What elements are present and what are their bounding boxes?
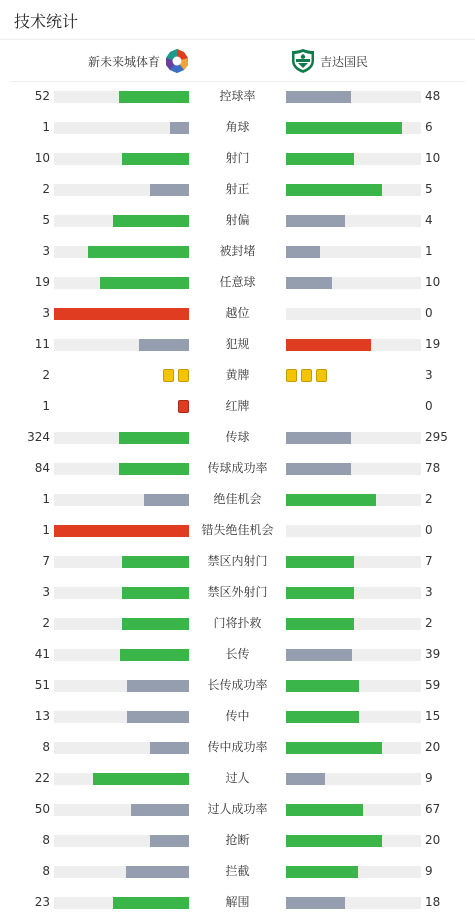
stat-label: 角球 — [225, 120, 250, 134]
away-bar-track — [286, 649, 421, 661]
away-value: 3 — [425, 585, 433, 599]
red-card-icon — [178, 400, 189, 413]
away-value: 59 — [425, 678, 441, 692]
stat-row — [0, 81, 475, 112]
home-value: 22 — [34, 771, 50, 785]
home-value: 11 — [34, 337, 50, 351]
home-bar-fill — [119, 432, 189, 444]
away-bar-track — [286, 773, 421, 785]
home-bar-track — [54, 525, 189, 537]
home-cards — [178, 400, 189, 413]
away-bar-track — [286, 711, 421, 723]
home-value: 3 — [42, 244, 50, 258]
away-bar-track — [286, 432, 421, 444]
away-value: 295 — [425, 430, 448, 444]
home-value: 19 — [34, 275, 50, 289]
stat-row — [0, 763, 475, 794]
away-bar-track — [286, 463, 421, 475]
home-bar-track — [54, 618, 189, 630]
stat-row — [0, 205, 475, 236]
away-value: 2 — [425, 616, 433, 630]
away-bar-fill — [286, 153, 354, 165]
away-value: 9 — [425, 864, 433, 878]
away-value: 0 — [425, 523, 433, 537]
away-value: 7 — [425, 554, 433, 568]
home-bar-track — [54, 246, 189, 258]
stat-row — [0, 825, 475, 856]
away-bar-track — [286, 680, 421, 692]
away-value: 0 — [425, 399, 433, 413]
home-value: 1 — [42, 492, 50, 506]
home-bar-track — [54, 804, 189, 816]
home-bar-track — [54, 587, 189, 599]
away-bar-track — [286, 246, 421, 258]
stat-label: 越位 — [225, 306, 250, 320]
away-bar-fill — [286, 277, 332, 289]
away-value: 67 — [425, 802, 441, 816]
stat-label: 拦截 — [225, 864, 250, 878]
yellow-card-icon — [163, 369, 174, 382]
stat-row — [0, 887, 475, 918]
away-bar-track — [286, 494, 421, 506]
stat-row — [0, 391, 475, 422]
page-title: 技术统计 — [14, 12, 79, 31]
stat-label: 传球成功率 — [207, 461, 268, 475]
stat-label: 黄牌 — [225, 368, 250, 382]
away-bar-fill — [286, 556, 354, 568]
home-cards — [163, 369, 189, 382]
away-bar-track — [286, 91, 421, 103]
away-value: 39 — [425, 647, 441, 661]
home-value: 2 — [42, 368, 50, 382]
home-bar-track — [54, 463, 189, 475]
home-bar-fill — [131, 804, 189, 816]
away-bar-fill — [286, 184, 382, 196]
stat-row — [0, 143, 475, 174]
away-team[interactable] — [290, 41, 368, 81]
home-bar-fill — [126, 866, 189, 878]
away-bar-fill — [286, 804, 363, 816]
away-value: 2 — [425, 492, 433, 506]
stat-label: 传球 — [225, 430, 250, 444]
home-bar-track — [54, 897, 189, 909]
home-value: 7 — [42, 554, 50, 568]
away-bar-track — [286, 339, 421, 351]
away-bar-fill — [286, 91, 351, 103]
header — [0, 0, 475, 40]
away-bar-fill — [286, 897, 345, 909]
stat-label: 解围 — [225, 895, 250, 909]
home-bar-track — [54, 432, 189, 444]
stat-label: 被封堵 — [219, 244, 256, 258]
home-team[interactable] — [88, 41, 190, 81]
home-value: 8 — [42, 833, 50, 847]
stat-row — [0, 546, 475, 577]
home-bar-fill — [127, 711, 189, 723]
stat-label: 射正 — [225, 182, 250, 196]
away-bar-fill — [286, 711, 359, 723]
away-bar-fill — [286, 866, 358, 878]
away-bar-fill — [286, 649, 352, 661]
away-value: 6 — [425, 120, 433, 134]
stat-label: 禁区外射门 — [207, 585, 268, 599]
home-bar-track — [54, 742, 189, 754]
home-bar-track — [54, 215, 189, 227]
home-bar-track — [54, 277, 189, 289]
stat-label: 长传 — [225, 647, 250, 661]
stat-row — [0, 329, 475, 360]
home-bar-track — [54, 866, 189, 878]
away-bar-track — [286, 184, 421, 196]
away-value: 10 — [425, 275, 441, 289]
away-team-logo-icon — [290, 48, 316, 74]
home-bar-track — [54, 556, 189, 568]
away-value: 4 — [425, 213, 433, 227]
home-bar-fill — [100, 277, 189, 289]
stat-row — [0, 422, 475, 453]
away-bar-track — [286, 122, 421, 134]
stat-row — [0, 267, 475, 298]
home-bar-fill — [122, 556, 190, 568]
home-bar-fill — [119, 91, 189, 103]
away-bar-fill — [286, 618, 354, 630]
home-bar-fill — [113, 897, 189, 909]
home-bar-track — [54, 339, 189, 351]
away-bar-fill — [286, 215, 345, 227]
stat-label: 过人成功率 — [207, 802, 268, 816]
away-value: 10 — [425, 151, 441, 165]
away-value: 0 — [425, 306, 433, 320]
away-bar-fill — [286, 339, 371, 351]
home-bar-fill — [139, 339, 189, 351]
away-bar-track — [286, 742, 421, 754]
home-bar-fill — [122, 587, 190, 599]
away-bar-track — [286, 835, 421, 847]
home-value: 50 — [34, 802, 50, 816]
away-value: 18 — [425, 895, 441, 909]
away-team-name: 吉达国民 — [320, 54, 369, 69]
home-value: 84 — [34, 461, 50, 475]
home-value: 324 — [27, 430, 50, 444]
stat-label: 长传成功率 — [207, 678, 268, 692]
stat-label: 门将扑救 — [213, 616, 262, 630]
home-value: 8 — [42, 864, 50, 878]
away-bar-track — [286, 525, 421, 537]
home-value: 5 — [42, 213, 50, 227]
yellow-card-icon — [286, 369, 297, 382]
stat-row — [0, 484, 475, 515]
stat-row — [0, 515, 475, 546]
home-bar-fill — [120, 649, 189, 661]
stat-row — [0, 236, 475, 267]
home-bar-fill — [150, 742, 189, 754]
away-bar-fill — [286, 432, 351, 444]
home-bar-fill — [54, 308, 189, 320]
yellow-card-icon — [178, 369, 189, 382]
home-bar-track — [54, 122, 189, 134]
stat-label: 抢断 — [225, 833, 250, 847]
away-bar-track — [286, 897, 421, 909]
stat-label: 红牌 — [225, 399, 250, 413]
stat-label: 错失绝佳机会 — [201, 523, 274, 537]
stat-row — [0, 856, 475, 887]
stat-row — [0, 794, 475, 825]
stat-label: 犯规 — [225, 337, 250, 351]
home-bar-fill — [127, 680, 189, 692]
away-bar-fill — [286, 587, 354, 599]
home-value: 3 — [42, 306, 50, 320]
away-value: 78 — [425, 461, 441, 475]
stat-row — [0, 577, 475, 608]
stat-label: 传中成功率 — [207, 740, 268, 754]
home-value: 10 — [34, 151, 50, 165]
away-bar-track — [286, 804, 421, 816]
away-bar-fill — [286, 680, 359, 692]
away-bar-fill — [286, 742, 382, 754]
stat-label: 过人 — [225, 771, 250, 785]
home-team-name: 新未来城体育 — [87, 54, 160, 69]
yellow-card-icon — [316, 369, 327, 382]
home-bar-track — [54, 773, 189, 785]
away-bar-track — [286, 277, 421, 289]
home-bar-fill — [113, 215, 189, 227]
home-value: 51 — [34, 678, 50, 692]
home-bar-track — [54, 184, 189, 196]
away-value: 20 — [425, 740, 441, 754]
stat-row — [0, 670, 475, 701]
away-value: 20 — [425, 833, 441, 847]
away-bar-fill — [286, 494, 376, 506]
home-value: 8 — [42, 740, 50, 754]
home-bar-fill — [144, 494, 189, 506]
away-bar-track — [286, 618, 421, 630]
away-bar-track — [286, 153, 421, 165]
home-bar-track — [54, 835, 189, 847]
stat-row — [0, 639, 475, 670]
away-value: 19 — [425, 337, 441, 351]
away-bar-fill — [286, 246, 320, 258]
away-bar-track — [286, 556, 421, 568]
stat-label: 禁区内射门 — [207, 554, 268, 568]
home-bar-track — [54, 308, 189, 320]
away-value: 3 — [425, 368, 433, 382]
away-bar-track — [286, 215, 421, 227]
away-value: 48 — [425, 89, 441, 103]
stat-row — [0, 732, 475, 763]
stat-row — [0, 453, 475, 484]
stat-row — [0, 360, 475, 391]
home-team-logo-icon — [164, 48, 190, 74]
away-cards — [286, 369, 327, 382]
home-value: 3 — [42, 585, 50, 599]
home-value: 2 — [42, 616, 50, 630]
home-bar-track — [54, 711, 189, 723]
home-value: 23 — [34, 895, 50, 909]
away-bar-track — [286, 866, 421, 878]
home-value: 52 — [34, 89, 50, 103]
away-bar-track — [286, 587, 421, 599]
home-value: 13 — [34, 709, 50, 723]
home-value: 1 — [42, 523, 50, 537]
home-bar-track — [54, 649, 189, 661]
home-bar-fill — [122, 618, 190, 630]
away-bar-track — [286, 308, 421, 320]
stat-label: 传中 — [225, 709, 250, 723]
away-value: 1 — [425, 244, 433, 258]
away-bar-fill — [286, 773, 325, 785]
away-value: 15 — [425, 709, 441, 723]
away-value: 5 — [425, 182, 433, 196]
home-value: 41 — [34, 647, 50, 661]
home-bar-track — [54, 153, 189, 165]
away-bar-fill — [286, 463, 351, 475]
stat-row — [0, 298, 475, 329]
home-bar-fill — [88, 246, 189, 258]
stat-label: 射门 — [225, 151, 250, 165]
home-value: 1 — [42, 120, 50, 134]
away-bar-fill — [286, 122, 402, 134]
stat-row — [0, 112, 475, 143]
yellow-card-icon — [301, 369, 312, 382]
home-bar-fill — [93, 773, 189, 785]
stat-row — [0, 701, 475, 732]
home-bar-fill — [54, 525, 189, 537]
home-bar-fill — [119, 463, 189, 475]
away-value: 9 — [425, 771, 433, 785]
home-bar-fill — [150, 184, 189, 196]
home-value: 2 — [42, 182, 50, 196]
home-bar-fill — [122, 153, 190, 165]
stat-label: 任意球 — [219, 275, 256, 289]
home-bar-fill — [170, 122, 189, 134]
stat-label: 绝佳机会 — [213, 492, 262, 506]
home-bar-track — [54, 494, 189, 506]
home-bar-track — [54, 680, 189, 692]
stat-label: 射偏 — [225, 213, 250, 227]
stat-label: 控球率 — [219, 89, 256, 103]
away-bar-fill — [286, 835, 382, 847]
home-value: 1 — [42, 399, 50, 413]
stat-row — [0, 608, 475, 639]
home-bar-fill — [150, 835, 189, 847]
teams-header — [10, 41, 465, 82]
home-bar-track — [54, 91, 189, 103]
stat-row — [0, 174, 475, 205]
